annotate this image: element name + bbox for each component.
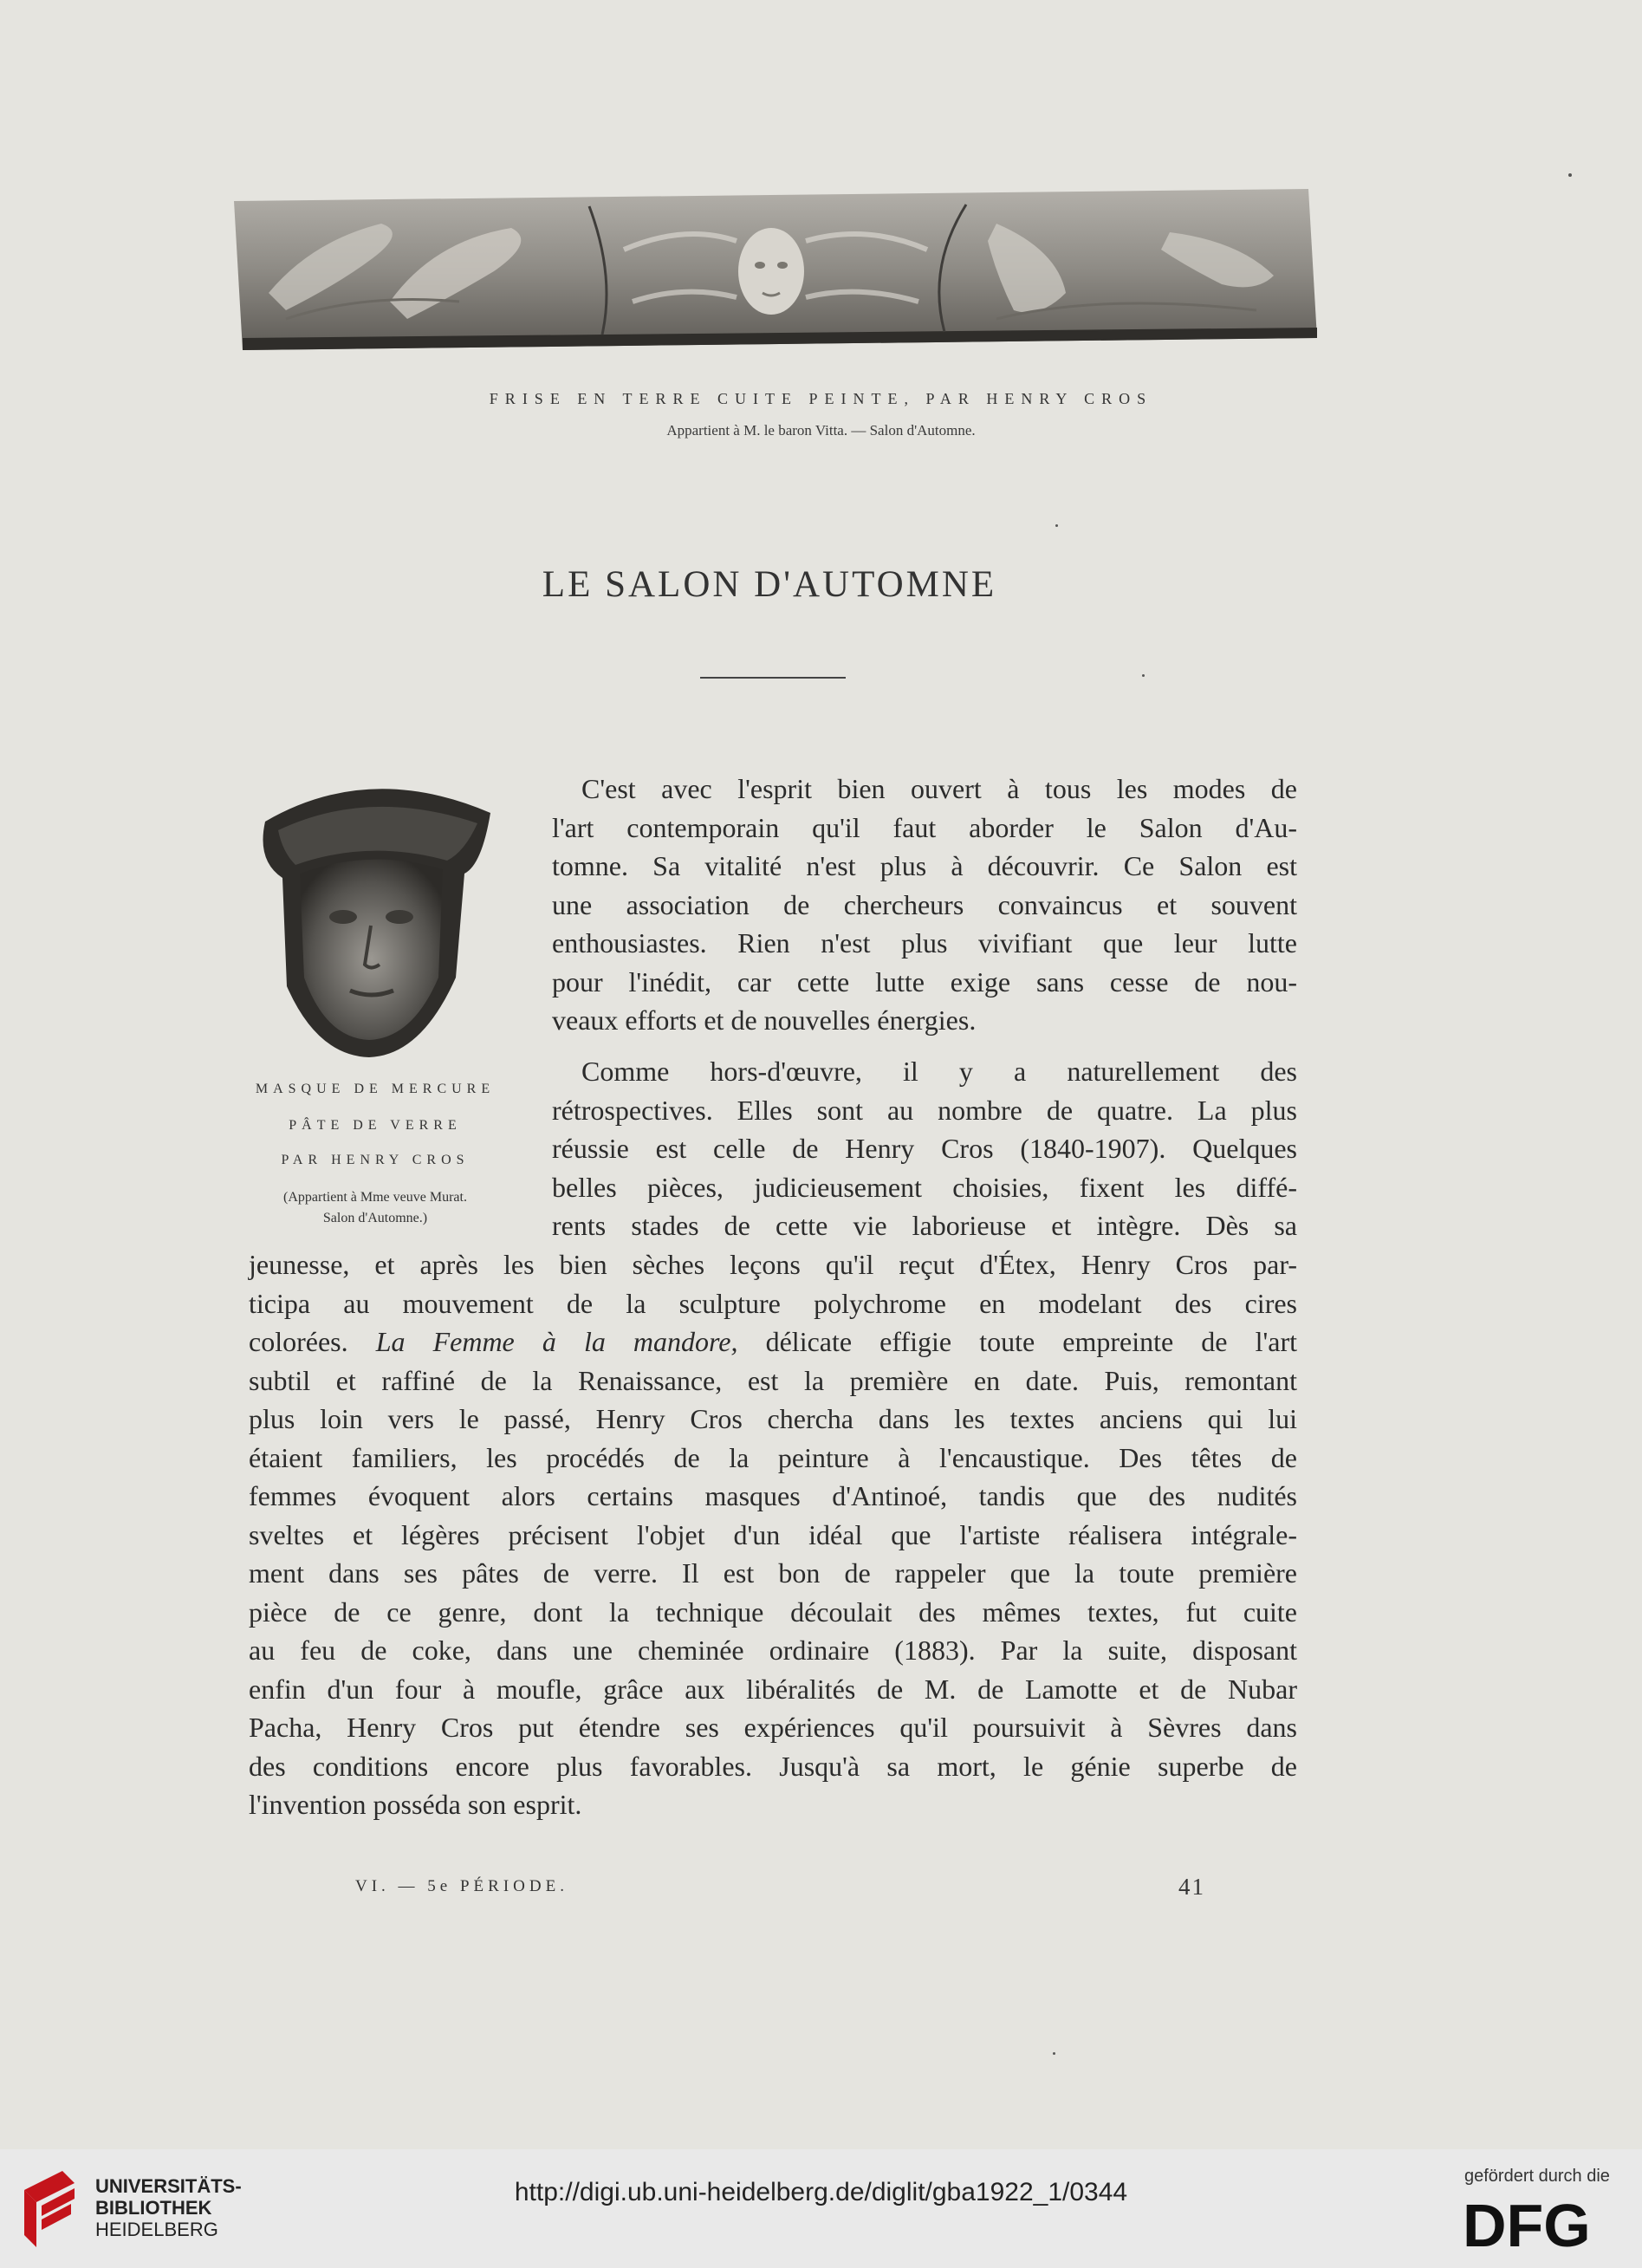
page-speck (1055, 524, 1058, 527)
title-rule (700, 677, 846, 679)
signature-mark: VI. — 5e PÉRIODE. (355, 1877, 568, 1895)
mercury-mask-image (248, 770, 501, 1061)
text-line: enthousiastes. Rien n'est plus vivifiant que leur lutte (552, 927, 1297, 959)
text-line: une association de chercheurs convaincus et souvent (552, 888, 1297, 920)
text-line: au feu de coke, dans une cheminée ordinaire (1883). Par la suite, disposant (249, 1634, 1297, 1666)
document-url-link[interactable]: http://digi.ub.uni-heidelberg.de/diglit/gba1922_1/0344 (514, 2178, 1128, 2206)
university-library-logo-icon[interactable] (19, 2164, 81, 2251)
text-line: plus loin vers le passé, Henry Cros chercha dans les textes anciens qui lui (249, 1403, 1297, 1434)
text-line: jeunesse, et après les bien sèches leçons qu'il reçut d'Étex, Henry Cros par- (249, 1249, 1297, 1280)
library-name-line: BIBLIOTHEK (95, 2197, 212, 2219)
text-line: C'est avec l'esprit bien ouvert à tous les modes de (581, 773, 1297, 804)
page-speck (1053, 2052, 1055, 2055)
text-line: Pacha, Henry Cros put étendre ses expériences qu'il poursuivit à Sèvres dans (249, 1712, 1297, 1743)
funding-label: gefördert durch die (1464, 2167, 1610, 2186)
paragraph-2-wide (249, 1245, 1297, 1824)
page-speck (1142, 674, 1145, 677)
page-number: 41 (1178, 1874, 1205, 1900)
side-caption-line2: PÂTE DE VERRE (289, 1118, 462, 1133)
text-line: enfin d'un four à moufle, grâce aux libéralités de M. de Lamotte et de Nubar (249, 1673, 1297, 1705)
frieze-image (234, 189, 1317, 350)
text-line: l'art contemporain qu'il faut aborder le Salon d'Au- (552, 811, 1297, 843)
paragraph-2-narrow (552, 1052, 1297, 1245)
text-run: colorées. (249, 1326, 376, 1357)
frieze-caption-title: FRISE EN TERRE CUITE PEINTE, PAR HENRY CROS (489, 390, 1153, 407)
text-line: des conditions encore plus favorables. Jusqu'à sa mort, le génie superbe de (249, 1750, 1297, 1782)
text-line: réussie est celle de Henry Cros (1840-1907). Quelques (552, 1133, 1297, 1164)
side-caption-note2: Salon d'Automne.) (322, 1211, 428, 1225)
text-line: rents stades de cette vie laborieuse et intègre. Dès sa (552, 1210, 1297, 1241)
side-caption-note1: (Appartient à Mme veuve Murat. (283, 1190, 467, 1205)
frieze-caption-subtitle: Appartient à M. le baron Vitta. — Salon d'Automne. (666, 422, 976, 439)
artwork-title: La Femme à la mandore, (375, 1326, 738, 1357)
text-line: femmes évoquent alors certains masques d'Antinoé, tandis que des nudités (249, 1480, 1297, 1511)
text-line: pièce de ce genre, dont la technique découlait des mêmes textes, fut cuite (249, 1595, 1297, 1628)
text-line: ticipa au mouvement de la sculpture polychrome en modelant des cires (249, 1287, 1297, 1319)
side-caption-line3: PAR HENRY CROS (281, 1153, 470, 1167)
dfg-logo[interactable] (1463, 2194, 1620, 2255)
text-line: veaux efforts et de nouvelles énergies. (552, 1004, 977, 1036)
side-caption-line1: MASQUE DE MERCURE (255, 1082, 496, 1096)
library-bar (0, 2149, 1642, 2268)
library-name-line: UNIVERSITÄTS- (95, 2175, 242, 2197)
article-title: LE SALON D'AUTOMNE (542, 564, 997, 605)
paragraph-1 (552, 770, 1297, 1040)
page-speck (1568, 173, 1572, 177)
text-line: belles pièces, judicieusement choisies, fixent les diffé- (552, 1171, 1297, 1203)
text-line: pour l'inédit, car cette lutte exige sans cesse de nou- (552, 965, 1297, 998)
text-line: ment dans ses pâtes de verre. Il est bon de rappeler que la toute première (249, 1557, 1297, 1589)
text-line: rétrospectives. Elles sont au nombre de quatre. La plus (552, 1094, 1297, 1126)
text-line: Comme hors-d'œuvre, il y a naturellement des (581, 1056, 1297, 1087)
text-line-with-italic (249, 1322, 1297, 1361)
text-line: étaient familiers, les procédés de la peinture à l'encaustique. Des têtes de (249, 1441, 1297, 1473)
text-run: délicate effigie toute empreinte de l'art (737, 1326, 1298, 1357)
dfg-logo-text: DFG (1463, 2194, 1591, 2252)
library-name-line: HEIDELBERG (95, 2219, 218, 2240)
text-line: subtil et raffiné de la Renaissance, est la première en date. Puis, remontant (249, 1364, 1297, 1396)
text-line: l'invention posséda son esprit. (249, 1789, 582, 1820)
text-line: sveltes et légères précisent l'objet d'un idéal que l'artiste réalisera intégrale- (249, 1518, 1297, 1550)
text-line: tomne. Sa vitalité n'est plus à découvrir. Ce Salon est (552, 850, 1297, 881)
